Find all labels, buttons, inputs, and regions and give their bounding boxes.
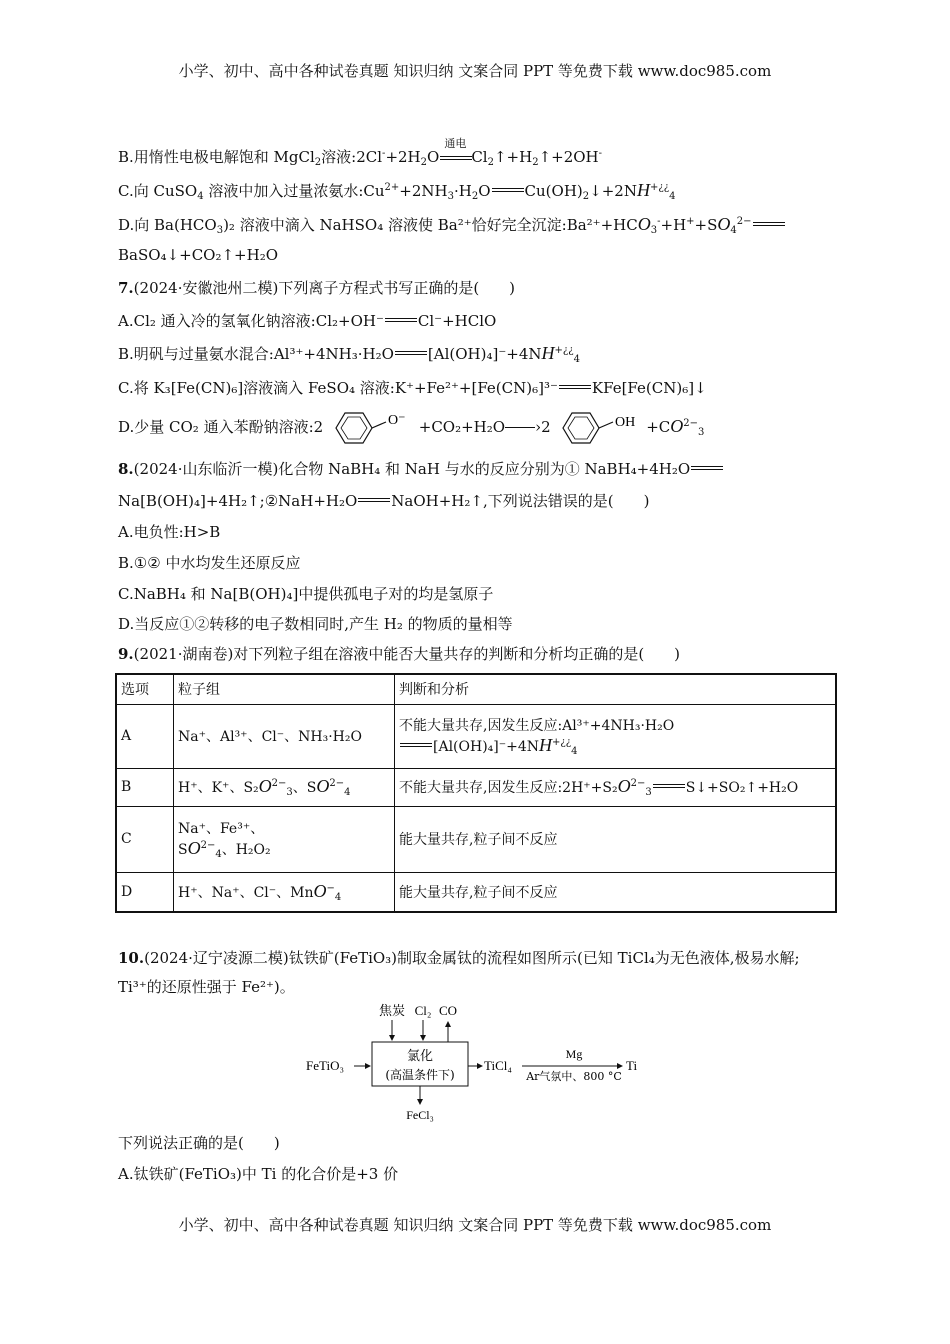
row-b-ions2: 、S bbox=[292, 780, 317, 796]
q6-option-d-line2: BaSO₄↓+CO₂↑+H₂O bbox=[118, 246, 279, 264]
flow-end-ti: Ti bbox=[626, 1058, 638, 1073]
flow-condition: Ar气氛中、800 °C bbox=[526, 1070, 622, 1083]
row-particles bbox=[174, 806, 395, 872]
row-option: A bbox=[116, 704, 174, 768]
row-a-analysis-line2: $[Al(OH)_4]^-+4NH^{+¿¿}_4$ bbox=[399, 735, 831, 757]
header-option: 选项 bbox=[116, 674, 174, 704]
q10-stem-line2: Ti³⁺的还原性强于 Fe²⁺)。 bbox=[118, 978, 295, 996]
phenoxide-structure bbox=[328, 408, 414, 448]
row-c-ions2: 、H₂O₂ bbox=[221, 842, 271, 858]
page-footer: 小学、初中、高中各种试卷真题 知识归纳 文案合同 PPT 等免费下载 www.doc985.com bbox=[178, 1216, 772, 1234]
row-particles: Na⁺、Al³⁺、Cl⁻、NH₃·H₂O bbox=[174, 704, 395, 768]
q7-option-c bbox=[118, 377, 707, 398]
flow-mid-ticl4: TiCl₄ bbox=[484, 1058, 512, 1073]
q6-d-text: D.向 Ba(HCO bbox=[118, 216, 217, 234]
q9-stem bbox=[118, 643, 680, 664]
q8-option-d: D.当反应①②转移的电子数相同时,产生 H₂ 的物质的量相等 bbox=[118, 615, 513, 633]
q7-option-a bbox=[118, 310, 496, 331]
q8-stem-line2 bbox=[118, 490, 649, 511]
q7-option-b: B.明矾与过量氨水混合:Al³⁺+4NH₃·H₂O $[Al(OH)_4]^-+4NH^{+¿¿}_4$ bbox=[118, 343, 580, 365]
q6-option-d: D.向 $Ba(HCO_3)_2$ 溶液中滴入 NaHSO₄ 溶液使 Ba²⁺恰好完全沉淀$:Ba^{2+}+HCO_3^-+H^++SO_4^{2-}$ bbox=[118, 214, 786, 236]
table-row bbox=[116, 872, 836, 912]
chlorination-condition: (高温条件下) bbox=[385, 1068, 455, 1082]
q7-b-left: B.明矾与过量氨水混合:Al³⁺+4NH₃·H₂O bbox=[118, 345, 394, 363]
q10-option-a: A.钛铁矿(FeTiO₃)中 Ti 的化合价是+3 价 bbox=[118, 1165, 399, 1183]
flow-input-chlorine: Cl₂ bbox=[414, 1003, 432, 1018]
row-analysis: 能大量共存,粒子间不反应 bbox=[395, 806, 837, 872]
flow-output-co: CO bbox=[438, 1003, 458, 1018]
row-b-analysis: 不能大量共存,因发生反应:2H⁺+S₂ bbox=[399, 780, 618, 796]
q8-option-b: B.①② 中水均发生还原反应 bbox=[118, 554, 301, 572]
q8-line2-b: NaOH+H₂↑,下列说法错误的是( ) bbox=[391, 492, 650, 510]
q10-stem bbox=[118, 947, 800, 968]
reaction-arrow bbox=[505, 427, 535, 428]
ammonium-ion: H bbox=[636, 180, 650, 200]
table-row bbox=[116, 704, 836, 768]
row-option: D bbox=[116, 872, 174, 912]
phenol-label: OH bbox=[615, 415, 636, 430]
flow-reagent-mg: Mg bbox=[565, 1047, 583, 1061]
q7-number: 7. bbox=[118, 279, 134, 297]
q7-c-right: KFe[Fe(CN)₆]↓ bbox=[591, 379, 707, 397]
row-b-analysis-right: S↓+SO₂↑+H₂O bbox=[685, 780, 799, 796]
q7-option-d: D.少量 CO₂ 通入苯酚钠溶液:2 O⁻ +CO₂+H₂O ›2 OH $+CO^{2-}_3$ bbox=[118, 408, 704, 448]
electrolysis-condition bbox=[439, 137, 471, 162]
row-a-analysis-line1: 不能大量共存,因发生反应:Al³⁺+4NH₃·H₂O bbox=[399, 718, 675, 734]
q7-a-right: Cl⁻+HClO bbox=[417, 312, 497, 330]
q10-ask: 下列说法正确的是( ) bbox=[118, 1134, 280, 1152]
q6-option-c: C.向 CuSO$_4$ 溶液中加入过量浓氨水$:Cu^{2+}+2NH_3\cdot H_2O$ $Cu(OH)_2↓+2NH^{+¿¿}_4$ bbox=[118, 180, 676, 202]
titanium-flow-diagram bbox=[300, 1000, 650, 1124]
q6-c-tail: 溶液中加入过量浓氨水:Cu bbox=[203, 182, 385, 200]
page-header: 小学、初中、高中各种试卷真题 知识归纳 文案合同 PPT 等免费下载 www.doc985.com bbox=[178, 62, 772, 80]
q8-number: 8. bbox=[118, 460, 134, 478]
q9-stem-text: (2021·湖南卷)对下列粒子组在溶液中能否大量共存的判断和分析均正确的是( ) bbox=[133, 645, 681, 663]
q7-stem-text: (2024·安徽池州二模)下列离子方程式书写正确的是( ) bbox=[133, 279, 516, 297]
flow-byproduct-fecl3: FeCl₃ bbox=[406, 1108, 434, 1122]
q9-number: 9. bbox=[118, 645, 134, 663]
q8-option-c: C.NaBH₄ 和 Na[B(OH)₄]中提供孤电子对的均是氢原子 bbox=[118, 585, 494, 603]
q6-option-b: B.用惰性电极电解饱和 MgCl$_2$溶液$:2Cl^-+2H_2O$ 通电 $Cl_2↑+H_2↑+2OH^-$ bbox=[118, 137, 603, 168]
row-analysis: 能大量共存,粒子间不反应 bbox=[395, 872, 837, 912]
q8-stem-text: (2024·山东临沂一模)化合物 NaBH₄ 和 NaH 与水的反应分别为① NaBH₄+4H₂O bbox=[133, 460, 691, 478]
row-option: C bbox=[116, 806, 174, 872]
q6-b-text: B.用惰性电极电解饱和 MgCl bbox=[118, 148, 315, 166]
q9-options-table bbox=[115, 673, 837, 913]
q10-number: 10. bbox=[118, 949, 145, 967]
table-row bbox=[116, 768, 836, 806]
row-particles: H⁺、Na⁺、Cl⁻、MnO−$_4$ bbox=[174, 872, 395, 912]
row-c-ions-line1: Na⁺、Fe³⁺、 bbox=[178, 821, 265, 837]
ammonium-subscript: 4 bbox=[669, 191, 676, 202]
q7-b-right: [Al(OH)₄]⁻+4N bbox=[427, 345, 542, 363]
row-b-ions: H⁺、K⁺、S₂ bbox=[178, 780, 259, 796]
q8-stem bbox=[118, 458, 724, 479]
condition-label: 通电 bbox=[444, 137, 467, 150]
q7-d-mid: +CO₂+H₂O bbox=[418, 418, 506, 436]
q7-d-end: +C bbox=[646, 418, 671, 436]
q7-d-coef: 2 bbox=[541, 418, 551, 436]
q7-d-text: D.少量 CO₂ 通入苯酚钠溶液:2 bbox=[118, 418, 324, 436]
q7-c-left: C.将 K₃[Fe(CN)₆]溶液滴入 FeSO₄ 溶液:K⁺+Fe²⁺+[Fe(CN)₆]³⁻ bbox=[118, 379, 558, 397]
q6-c-text: C.向 CuSO bbox=[118, 182, 198, 200]
q6-b-tail: 溶液:2Cl bbox=[321, 148, 383, 166]
row-analysis bbox=[395, 704, 837, 768]
q10-stem-text: (2024·辽宁凌源二模)钛铁矿(FeTiO₃)制取金属钛的流程如图所示(已知 TiCl₄为无色液体,极易水解; bbox=[144, 949, 800, 967]
phenoxide-label: O⁻ bbox=[387, 413, 406, 428]
row-a-analysis-product: [Al(OH)₄]⁻+4N bbox=[433, 739, 540, 755]
row-particles: H⁺、K⁺、$S_2O^{2-}_3$、$SO^{2-}_4$ bbox=[174, 768, 395, 806]
ammonium-charge: +¿¿ bbox=[649, 182, 670, 193]
header-analysis: 判断和分析 bbox=[395, 674, 837, 704]
phenol-structure bbox=[555, 408, 641, 448]
q7-stem bbox=[118, 277, 515, 298]
q8-option-a: A.电负性:H>B bbox=[118, 523, 221, 541]
flow-start-fetio3: FeTiO₃ bbox=[306, 1058, 345, 1073]
header-particles: 粒子组 bbox=[174, 674, 395, 704]
flow-input-coke: 焦炭 bbox=[378, 1004, 406, 1019]
chlorination-label: 氯化 bbox=[406, 1049, 434, 1064]
q7-a-left: A.Cl₂ 通入冷的氢氧化钠溶液:Cl₂+OH⁻ bbox=[118, 312, 384, 330]
row-c-ions-line2: $SO^{2-}_4$、H₂O₂ bbox=[178, 838, 271, 860]
row-analysis: 不能大量共存,因发生反应$:2H^++S_2O^{2-}_3$ S↓+SO₂↑+H₂O bbox=[395, 768, 837, 806]
table-row bbox=[116, 806, 836, 872]
q8-line2-a: Na[B(OH)₄]+4H₂↑;②NaH+H₂O bbox=[118, 492, 358, 510]
table-header-row bbox=[116, 674, 836, 704]
row-option: B bbox=[116, 768, 174, 806]
q6-d-tail: )₂ 溶液中滴入 NaHSO₄ 溶液使 Ba²⁺恰好完全沉淀:Ba²⁺+HC bbox=[223, 216, 638, 234]
row-d-ions: H⁺、Na⁺、Cl⁻、Mn bbox=[178, 884, 314, 901]
